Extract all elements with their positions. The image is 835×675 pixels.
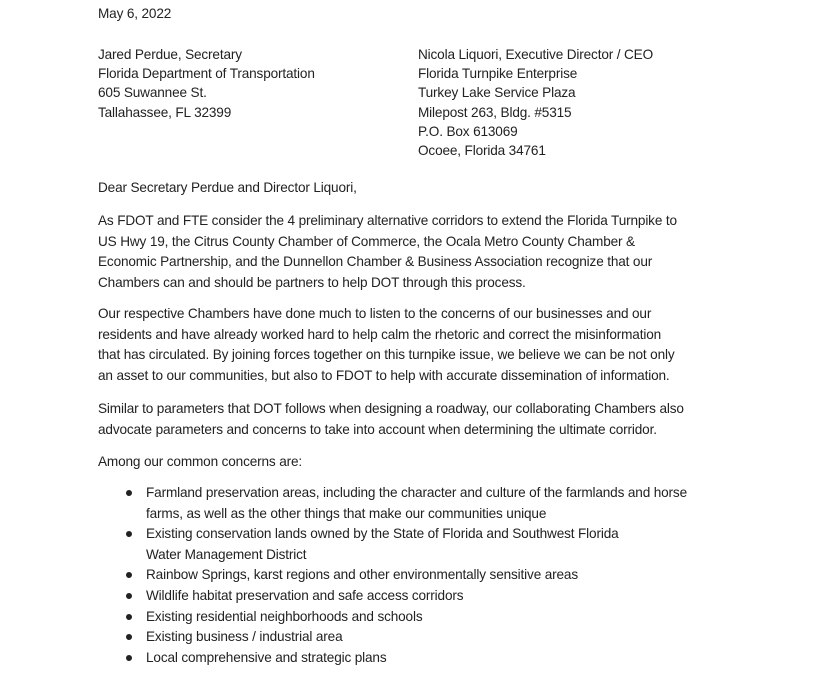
paragraph-line: Our respective Chambers have done much to listen to the concerns of our businesses and our: [98, 306, 652, 321]
recipient-name: Nicola Liquori, Executive Director / CEO: [418, 47, 653, 62]
recipient-milepost: Milepost 263, Bldg. #5315: [418, 104, 572, 120]
recipient-location: Turkey Lake Service Plaza: [418, 85, 576, 101]
paragraph-intro: [98, 211, 738, 293]
concern-text: Local comprehensive and strategic plans: [146, 649, 387, 665]
concern-text: Existing conservation lands owned by the State of Florida and Southwest Florida: [146, 526, 619, 542]
recipient-city: Tallahassee, FL 32399: [98, 104, 232, 120]
concern-item: [98, 627, 758, 648]
concern-text: Wildlife habitat preservation and safe access corridors: [146, 587, 464, 603]
paragraph-line: Economic Partnership, and the Dunnellon Chamber & Business Association recognize that our: [98, 254, 653, 270]
recipient-city: Ocoee, Florida 34761: [418, 143, 546, 159]
concern-text: Existing business / industrial area: [146, 629, 343, 645]
paragraph-line: Among our common concerns are:: [98, 454, 303, 469]
recipient-po-box: P.O. Box 613069: [418, 123, 518, 139]
paragraph-chambers: [98, 304, 738, 386]
paragraph-line: Similar to parameters that DOT follows when designing a roadway, our collaborating Chambers also: [98, 401, 684, 416]
bullet-icon: [126, 614, 132, 620]
paragraph-line: advocate parameters and concerns to take into account when determining the ultimate corridor.: [98, 421, 657, 437]
bullet-icon: [126, 572, 132, 578]
concern-item: [98, 524, 758, 565]
bullet-icon: [126, 655, 132, 661]
recipient-address-fdot: [98, 45, 315, 122]
concern-text: Rainbow Springs, karst regions and other environmentally sensitive areas: [146, 567, 578, 583]
bullet-icon: [126, 531, 132, 537]
concern-text: Water Management District: [146, 546, 307, 562]
concern-item: [98, 565, 758, 586]
concern-text: Farmland preservation areas, including the character and culture of the farmlands and horse: [146, 485, 687, 500]
salutation: Dear Secretary Perdue and Director Liquori,: [98, 180, 357, 195]
recipient-street: 605 Suwannee St.: [98, 85, 207, 101]
concerns-list: [98, 483, 758, 668]
concern-item: [98, 586, 758, 607]
bullet-icon: [126, 634, 132, 640]
paragraph-parameters: [98, 399, 738, 440]
paragraph-line: that has circulated. By joining forces together on this turnpike issue, we believe we can be not only: [98, 347, 675, 363]
paragraph-line: Chambers can and should be partners to help DOT through this process.: [98, 274, 526, 290]
recipient-organization: Florida Turnpike Enterprise: [418, 66, 578, 82]
recipient-name: Jared Perdue, Secretary: [98, 47, 242, 62]
paragraph-line: residents and have already worked hard to help calm the rhetoric and correct the misinformation: [98, 326, 662, 342]
bullet-icon: [126, 593, 132, 599]
concern-item: [98, 483, 758, 524]
paragraph-line: US Hwy 19, the Citrus County Chamber of Commerce, the Ocala Metro County Chamber &: [98, 233, 635, 249]
concern-item: [98, 607, 758, 628]
concern-text: Existing residential neighborhoods and schools: [146, 608, 423, 624]
bullet-icon: [126, 490, 132, 496]
concern-text: farms, as well as the other things that make our communities unique: [146, 505, 547, 521]
paragraph-concerns-intro: [98, 452, 738, 473]
recipient-address-fte: [418, 45, 653, 160]
paragraph-line: an asset to our communities, but also to FDOT to help with accurate dissemination of information.: [98, 367, 670, 383]
concern-item: [98, 648, 758, 669]
letter-date: May 6, 2022: [98, 6, 172, 21]
paragraph-line: As FDOT and FTE consider the 4 preliminary alternative corridors to extend the Florida Turnpike to: [98, 213, 677, 228]
recipient-organization: Florida Department of Transportation: [98, 66, 315, 82]
